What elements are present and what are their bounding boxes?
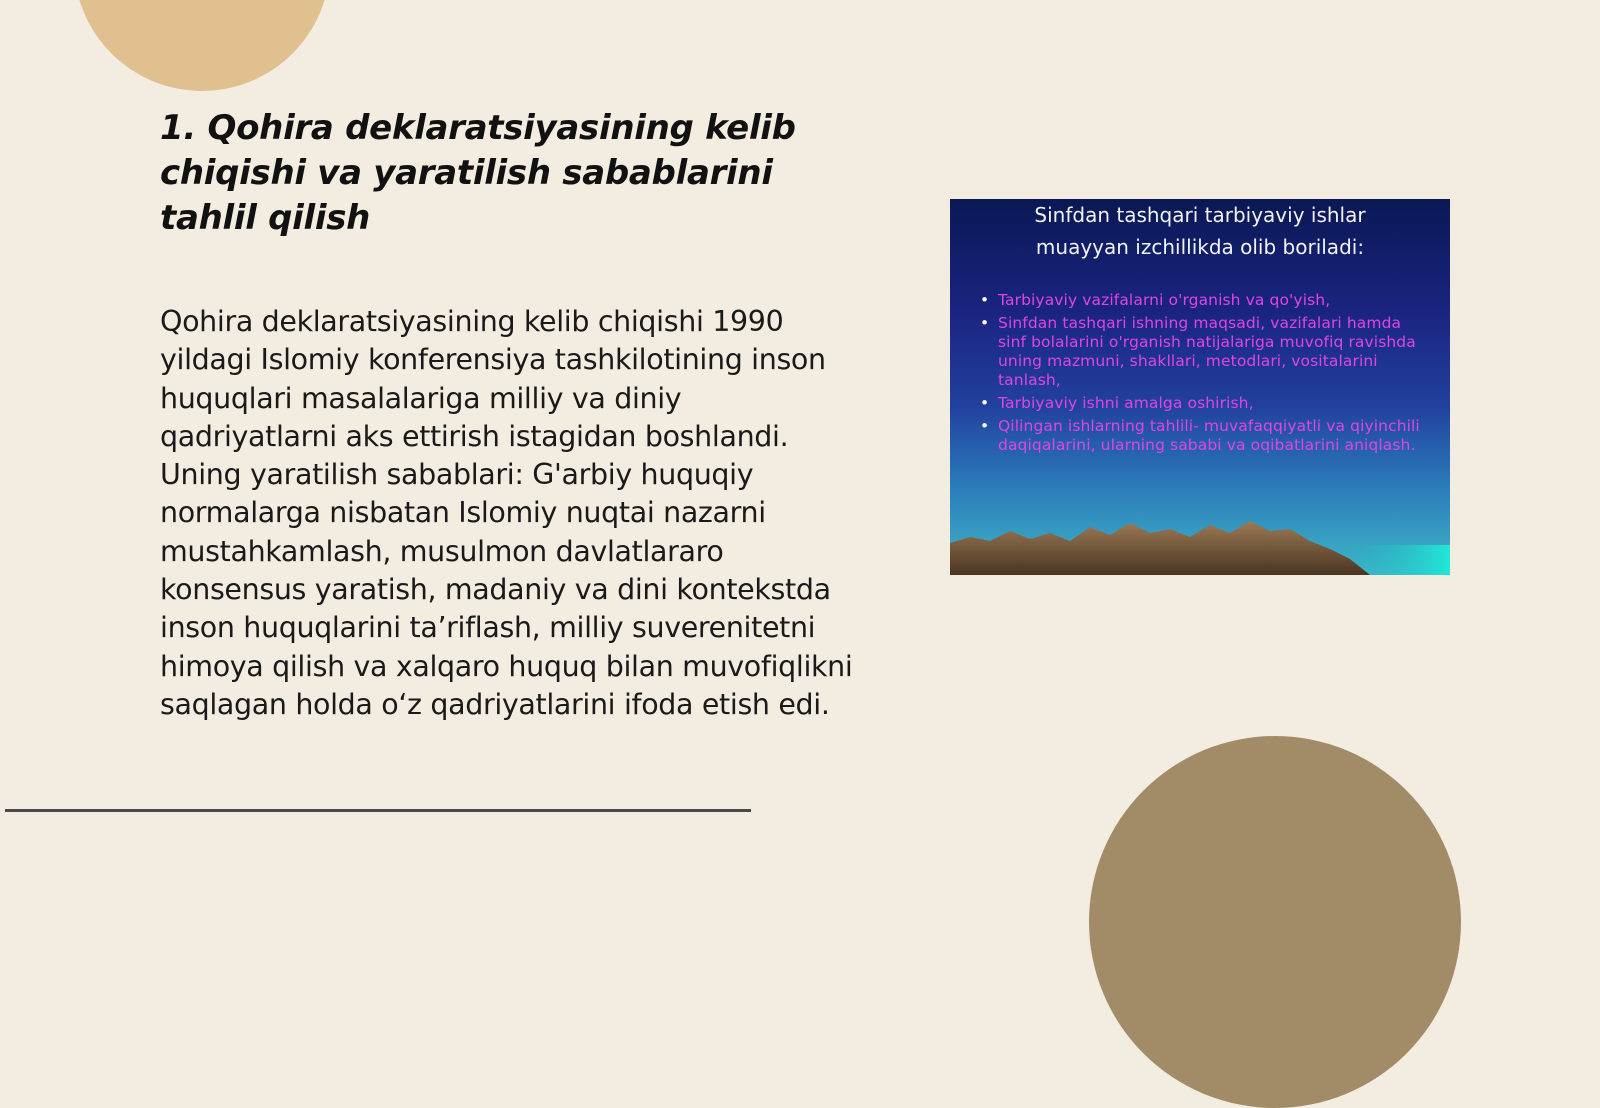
image-bullet-text: Tarbiyaviy vazifalarni o'rganish va qo'yish, — [998, 291, 1331, 309]
bullet-dot-icon: • — [980, 417, 990, 435]
embedded-slide-image — [950, 199, 1450, 575]
bullet-dot-icon: • — [980, 314, 990, 332]
decorative-circle-top — [74, 0, 330, 91]
image-bullet-item — [980, 291, 1420, 310]
image-bullet-list — [980, 291, 1420, 459]
bullet-dot-icon: • — [980, 291, 990, 309]
decorative-circle-bottom — [1089, 736, 1461, 1108]
mountains-illustration — [950, 515, 1450, 575]
image-heading-line-1: Sinfdan tashqari tarbiyaviy ishlar — [1034, 203, 1366, 227]
image-heading-line-2: muayyan izchillikda olib boriladi: — [1035, 235, 1365, 259]
slide-body-text: Qohira deklaratsiyasining kelib chiqishi 1990 yildagi Islomiy konferensiya tashkilotining inson huquqlari masalalariga milliy va diniy qadriyatlarni aks ettirish istagidan boshlandi. Uning yaratilish sabablari: G'arbiy huquqiy normalarga nisbatan Islomiy nuqtai nazarni mustahkamlash, musulmon davlatlararo konsensus yaratish, madaniy va dini kontekstda inson huquqlarini ta’riflash, milliy suverenitetni himoya qilish va xalqaro huquq bilan muvofiqlikni saqlagan holda o‘z qadriyatlarini ifoda etish edi. — [160, 305, 853, 721]
image-bullet-item — [980, 417, 1420, 455]
image-bullet-text: Tarbiyaviy ishni amalga oshirish, — [998, 394, 1254, 412]
image-heading — [950, 199, 1450, 263]
slide-title: 1. Qohira deklaratsiyasining kelib chiqishi va yaratilish sabablarini tahlil qilish — [160, 108, 796, 238]
bullet-dot-icon: • — [980, 394, 990, 412]
image-bullet-item — [980, 394, 1420, 413]
image-bullet-item — [980, 314, 1420, 390]
image-bullet-text: Sinfdan tashqari ishning maqsadi, vazifalari hamda sinf bolalarini o'rganish natijalariga muvofiq ravishda uning mazmuni, shakllari, metodlari, vositalarini tanlash, — [998, 314, 1416, 389]
image-bullet-text: Qilingan ishlarning tahlili- muvafaqqiyatli va qiyinchili daqiqalarini, ularning sababi va oqibatlarini aniqlash. — [998, 417, 1420, 454]
divider-line — [5, 809, 751, 812]
